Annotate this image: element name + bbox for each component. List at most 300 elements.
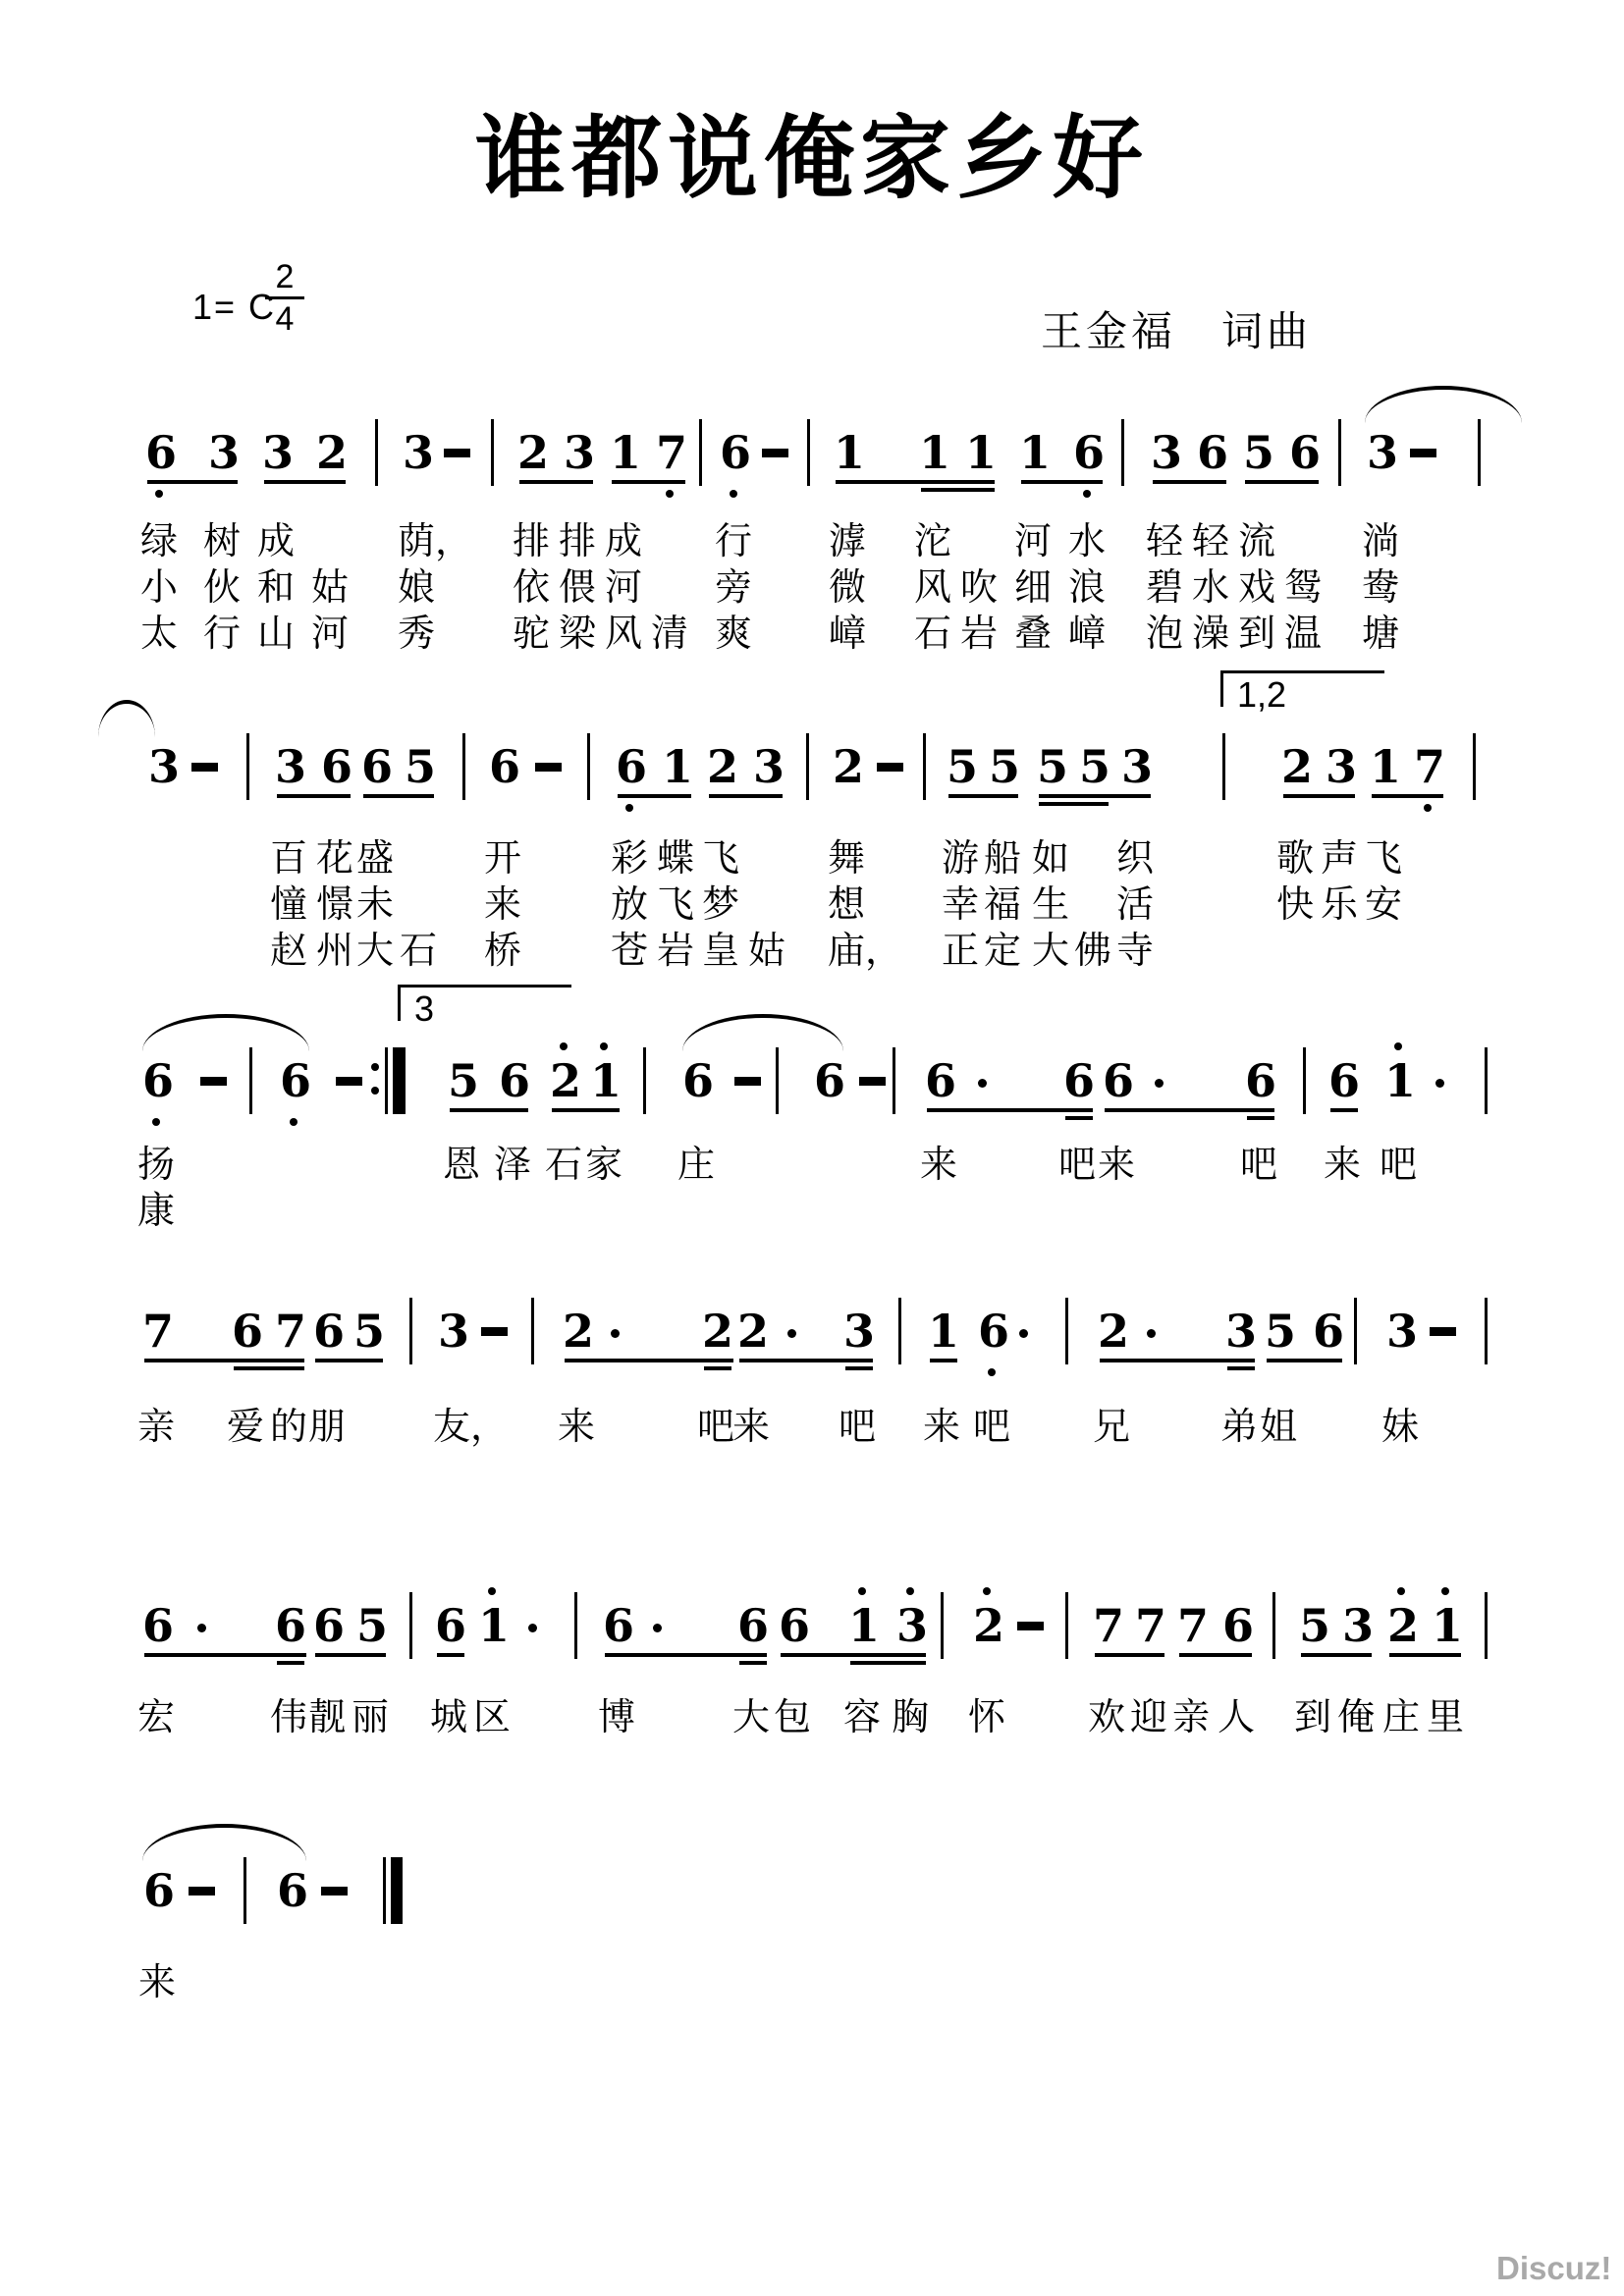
lyric-syllable: 包 <box>774 1695 812 1738</box>
note: 6 <box>682 1054 715 1107</box>
lyric-syllable: 庙， <box>828 929 903 972</box>
lyric-syllable: 俺 <box>1337 1695 1376 1738</box>
duration-dash <box>321 1887 348 1896</box>
lyric-syllable: 寺 <box>1116 929 1155 972</box>
lyric-syllable: 石 <box>914 612 952 655</box>
note: 5 <box>1079 740 1111 793</box>
note: 6 <box>275 1599 307 1652</box>
beam-underline <box>1247 1116 1274 1120</box>
lyric-syllable: 梁 <box>559 612 597 655</box>
lyric-syllable: 微 <box>829 565 867 609</box>
note: 7 <box>1414 741 1441 792</box>
lyric-syllable: 飞 <box>702 836 740 880</box>
lyric-syllable: 妹 <box>1381 1405 1420 1448</box>
lyric-syllable: 大 <box>732 1695 771 1738</box>
lyric-syllable: 到 <box>1294 1695 1332 1738</box>
barline <box>941 1592 944 1659</box>
duration-dash <box>200 1077 227 1086</box>
duration-dash <box>191 763 218 772</box>
duration-dash <box>444 449 470 457</box>
lyric-syllable: 的 <box>270 1405 308 1448</box>
note: 2 <box>1098 1305 1130 1358</box>
note: 3 <box>403 426 435 479</box>
lyric-syllable: 定 <box>984 929 1022 972</box>
lyric-syllable: 和 <box>257 565 296 609</box>
lyric-syllable: 欢 <box>1088 1695 1126 1738</box>
lyric-syllable: 水 <box>1068 519 1107 562</box>
lyric-syllable: 山 <box>257 612 296 655</box>
note: 5 <box>1299 1599 1331 1652</box>
augmentation-dot <box>528 1624 537 1632</box>
lyric-syllable: 梦 <box>702 882 740 926</box>
note: 1 <box>1370 740 1402 793</box>
note: 1 <box>590 1055 618 1106</box>
barline <box>409 1592 412 1659</box>
final-thin-bar <box>383 1857 386 1924</box>
lyric-syllable: 泡 <box>1146 612 1184 655</box>
octave-dot-below <box>988 1368 996 1376</box>
lyric-syllable: 太 <box>140 612 179 655</box>
augmentation-dot <box>197 1624 206 1632</box>
beam-underline <box>1245 480 1319 484</box>
note: 6 <box>1289 426 1322 479</box>
beam-underline <box>234 1366 304 1370</box>
octave-dot-below <box>666 490 674 498</box>
lyric-syllable: 游 <box>942 836 980 880</box>
time-signature <box>265 257 304 339</box>
lyric-syllable: 博 <box>598 1695 636 1738</box>
note: 3 <box>753 740 785 793</box>
note: 5 <box>989 740 1021 793</box>
lyric-syllable: 鸯 <box>1362 565 1400 609</box>
barline <box>1065 1298 1068 1364</box>
lyric-syllable: 荫， <box>398 519 473 562</box>
beam-underline <box>709 794 783 798</box>
barline <box>1478 419 1481 486</box>
beam-underline <box>921 488 995 492</box>
note: 6 <box>1222 1599 1255 1652</box>
lyric-syllable: 成 <box>605 519 643 562</box>
beam-underline <box>1100 1359 1255 1362</box>
lyric-syllable: 秀 <box>398 612 436 655</box>
note: 3 <box>896 1600 924 1651</box>
beam-underline <box>264 480 346 484</box>
note: 2 <box>1387 1600 1415 1651</box>
lyric-syllable: 正 <box>942 929 980 972</box>
lyric-syllable: 彩 <box>611 836 649 880</box>
lyric-syllable: 成 <box>257 519 296 562</box>
note: 6 <box>1063 1054 1096 1107</box>
beam-underline <box>1227 1366 1255 1370</box>
barline <box>244 1857 246 1924</box>
note: 5 <box>448 1054 480 1107</box>
lyric-syllable: 娘 <box>398 565 436 609</box>
barline <box>409 1298 412 1364</box>
note: 6 <box>145 427 173 478</box>
lyric-syllable: 来 <box>484 882 522 926</box>
beam-underline <box>450 1108 528 1112</box>
note: 5 <box>356 1599 389 1652</box>
octave-dot-above <box>600 1042 608 1050</box>
slur-tie-arc <box>142 1824 306 1861</box>
duration-dash <box>1410 449 1436 457</box>
note: 1 <box>919 426 951 479</box>
note: 7 <box>142 1305 175 1358</box>
barline <box>898 1298 901 1364</box>
lyric-syllable: 容 <box>843 1695 882 1738</box>
lyric-syllable: 想 <box>828 882 866 926</box>
barline <box>1272 1592 1275 1659</box>
lyric-syllable: 澡 <box>1192 612 1230 655</box>
augmentation-dot <box>1435 1079 1444 1088</box>
octave-dot-above <box>560 1042 568 1050</box>
time-signature-numerator: 2 <box>265 257 304 299</box>
octave-dot-above <box>1394 1042 1402 1050</box>
beam-underline <box>1095 1653 1164 1657</box>
lyric-syllable: 风 <box>914 565 952 609</box>
song-title: 谁都说俺家乡好 <box>474 105 1149 211</box>
duration-dash <box>734 1077 761 1086</box>
beam-underline <box>315 1359 383 1362</box>
note: 3 <box>1342 1599 1375 1652</box>
note: 6 <box>277 1864 309 1917</box>
beam-underline <box>1039 794 1151 798</box>
lyric-syllable: 来 <box>923 1405 961 1448</box>
repeat-dot <box>371 1087 379 1095</box>
lyric-syllable: 风 <box>605 612 643 655</box>
beam-underline <box>1267 1359 1342 1362</box>
note: 2 <box>707 740 739 793</box>
lyric-syllable: 吹 <box>960 565 999 609</box>
note: 3 <box>1386 1305 1419 1358</box>
barline <box>1303 1047 1306 1114</box>
lyric-syllable: 偎 <box>559 565 597 609</box>
lyric-syllable: 舞 <box>828 836 866 880</box>
note: 5 <box>353 1305 386 1358</box>
beam-underline <box>1021 480 1103 484</box>
note: 3 <box>262 426 295 479</box>
beam-underline <box>147 480 238 484</box>
slur-tie-arc <box>682 1014 843 1051</box>
lyric-syllable: 大 <box>1032 929 1070 972</box>
beam-underline <box>1179 1653 1252 1657</box>
lyric-syllable: 胸 <box>892 1695 930 1738</box>
octave-dot-above <box>1441 1587 1449 1595</box>
lyric-syllable: 来 <box>920 1143 958 1186</box>
barline <box>1485 1298 1488 1364</box>
lyric-syllable: 排 <box>513 519 551 562</box>
note: 6 <box>232 1305 264 1358</box>
lyric-syllable: 河 <box>605 565 643 609</box>
lyric-syllable: 船 <box>984 836 1022 880</box>
watermark-text: Discuz! <box>1496 2250 1612 2286</box>
duration-dash <box>189 1887 215 1896</box>
augmentation-dot <box>1155 1079 1164 1088</box>
lyric-syllable: 爱 <box>227 1405 265 1448</box>
time-signature-denominator: 4 <box>275 300 295 338</box>
note: 2 <box>833 740 865 793</box>
lyric-syllable: 河 <box>311 612 350 655</box>
lyric-syllable: 嶂 <box>1068 612 1107 655</box>
lyric-syllable: 行 <box>715 519 753 562</box>
lyric-syllable: 旁 <box>715 565 753 609</box>
lyric-syllable: 丽 <box>352 1695 390 1738</box>
lyric-syllable: 活 <box>1116 882 1155 926</box>
beam-underline <box>552 1108 620 1112</box>
beam-underline <box>315 1653 386 1657</box>
lyric-syllable: 来 <box>732 1405 771 1448</box>
beam-underline <box>618 794 691 798</box>
lyric-syllable: 朋 <box>308 1405 347 1448</box>
lyric-syllable: 放 <box>611 882 649 926</box>
lyric-syllable: 蝶 <box>657 836 695 880</box>
note: 6 <box>313 1305 346 1358</box>
beam-underline <box>1283 794 1355 798</box>
lyric-syllable: 吧 <box>839 1405 877 1448</box>
note: 6 <box>489 740 521 793</box>
lyric-syllable: 沱 <box>914 519 952 562</box>
note: 3 <box>1121 740 1154 793</box>
note: 3 <box>1151 426 1183 479</box>
lyric-syllable: 姐 <box>1260 1405 1298 1448</box>
lyric-syllable: 树 <box>203 519 242 562</box>
note: 5 <box>947 740 979 793</box>
lyric-syllable: 吧 <box>1380 1143 1418 1186</box>
volta-bracket: 3 <box>398 985 571 1021</box>
lyric-syllable: 开 <box>484 836 522 880</box>
beam-underline <box>1105 1108 1274 1112</box>
lyric-syllable: 淌 <box>1362 519 1400 562</box>
octave-dot-below <box>625 804 633 812</box>
final-thick-bar <box>391 1857 403 1924</box>
note: 6 <box>1073 427 1101 478</box>
duration-dash <box>762 449 788 457</box>
beam-underline <box>930 1359 957 1362</box>
lyric-syllable: 到 <box>1238 612 1276 655</box>
lyric-syllable: 花 <box>316 836 354 880</box>
lyric-syllable: 伟 <box>270 1695 308 1738</box>
slur-tie-arc <box>98 700 155 737</box>
lyric-syllable: 河 <box>1014 519 1053 562</box>
beam-underline <box>1039 802 1109 806</box>
beam-underline <box>519 480 593 484</box>
note: 3 <box>564 426 596 479</box>
lyric-syllable: 温 <box>1284 612 1323 655</box>
lyric-syllable: 未 <box>356 882 395 926</box>
barline <box>923 733 926 800</box>
duration-dash <box>1430 1327 1456 1336</box>
octave-dot-below <box>730 490 737 498</box>
lyric-syllable: 依 <box>513 565 551 609</box>
lyric-syllable: 兄 <box>1093 1405 1131 1448</box>
barline <box>1338 419 1341 486</box>
beam-underline <box>739 1359 873 1362</box>
lyric-syllable: 鸳 <box>1284 565 1323 609</box>
note: 3 <box>275 740 307 793</box>
note: 3 <box>148 740 181 793</box>
beam-underline <box>565 1359 733 1362</box>
note: 1 <box>1432 1600 1459 1651</box>
note: 6 <box>603 1599 635 1652</box>
lyric-syllable: 石 <box>545 1143 583 1186</box>
lyric-syllable: 盛 <box>356 836 395 880</box>
key-signature: 1= C <box>192 287 277 327</box>
octave-dot-below <box>152 1118 160 1126</box>
beam-underline <box>605 1653 767 1657</box>
lyric-syllable: 赵 <box>270 929 308 972</box>
lyric-syllable: 百 <box>270 836 308 880</box>
barline <box>893 1047 895 1114</box>
beam-underline <box>1153 480 1226 484</box>
barline <box>776 1047 779 1114</box>
note: 6 <box>925 1054 957 1107</box>
note: 3 <box>1225 1305 1258 1358</box>
note: 2 <box>550 1055 577 1106</box>
note: 1 <box>928 1305 960 1358</box>
note: 6 <box>814 1054 846 1107</box>
note: 6 <box>616 741 643 792</box>
octave-dot-above <box>488 1587 496 1595</box>
lyric-syllable: 姑 <box>311 565 350 609</box>
lyric-syllable: 里 <box>1427 1695 1465 1738</box>
duration-dash <box>535 763 562 772</box>
note: 6 <box>499 1054 531 1107</box>
lyric-syllable: 爽 <box>715 612 753 655</box>
barline <box>1222 733 1225 800</box>
barline <box>807 419 810 486</box>
duration-dash <box>859 1077 886 1086</box>
augmentation-dot <box>611 1329 620 1338</box>
note: 3 <box>1326 740 1358 793</box>
lyric-syllable: 水 <box>1192 565 1230 609</box>
barline <box>699 419 702 486</box>
lyric-syllable: 飞 <box>657 882 695 926</box>
beam-underline <box>437 1653 464 1657</box>
lyric-syllable: 人 <box>1218 1695 1256 1738</box>
barline <box>249 1047 252 1114</box>
lyric-syllable: 清 <box>651 612 689 655</box>
barline <box>806 733 809 800</box>
lyric-syllable: 生 <box>1032 882 1070 926</box>
lyric-syllable: 行 <box>203 612 242 655</box>
lyric-syllable: 宏 <box>137 1695 176 1738</box>
lyric-syllable: 歌 <box>1276 836 1315 880</box>
lyric-syllable: 康 <box>137 1189 176 1232</box>
note: 6 <box>1197 426 1229 479</box>
note: 7 <box>275 1305 307 1358</box>
barline <box>491 419 494 486</box>
note: 6 <box>1313 1305 1345 1358</box>
lyric-syllable: 飞 <box>1365 836 1403 880</box>
lyric-syllable: 佛 <box>1074 929 1112 972</box>
barline <box>587 733 590 800</box>
note: 6 <box>779 1599 811 1652</box>
beam-underline <box>850 1661 926 1665</box>
lyric-syllable: 岩 <box>960 612 999 655</box>
octave-dot-above <box>1397 1587 1405 1595</box>
lyric-syllable: 来 <box>558 1405 596 1448</box>
barline <box>574 1592 577 1659</box>
note: 6 <box>720 427 747 478</box>
augmentation-dot <box>787 1329 796 1338</box>
barline <box>462 733 465 800</box>
octave-dot-below <box>155 490 163 498</box>
lyric-syllable: 区 <box>473 1695 512 1738</box>
composer-credit: 王金福 词曲 <box>1041 307 1313 355</box>
note: 1 <box>1019 426 1052 479</box>
duration-dash <box>481 1327 508 1336</box>
beam-underline <box>781 1653 926 1657</box>
note: 2 <box>517 426 550 479</box>
lyric-syllable: 庄 <box>1382 1695 1421 1738</box>
note: 3 <box>438 1305 470 1358</box>
beam-underline <box>1372 794 1443 798</box>
lyric-syllable: 来 <box>1098 1143 1136 1186</box>
lyric-syllable: 叠 <box>1014 612 1053 655</box>
lyric-syllable: 小 <box>140 565 179 609</box>
lyric-syllable: 浪 <box>1068 565 1107 609</box>
lyric-syllable: 织 <box>1116 836 1155 880</box>
lyric-syllable: 轻 <box>1192 519 1230 562</box>
beam-underline <box>845 1366 873 1370</box>
lyric-syllable: 城 <box>430 1695 468 1738</box>
lyric-syllable: 吧 <box>697 1405 735 1448</box>
beam-underline <box>927 1108 1093 1112</box>
note: 6 <box>978 1306 1005 1357</box>
note: 5 <box>1037 740 1069 793</box>
note: 1 <box>965 426 998 479</box>
note: 2 <box>563 1305 595 1358</box>
barline <box>1354 1298 1357 1364</box>
lyric-syllable: 庄 <box>677 1143 716 1186</box>
note: 6 <box>142 1055 170 1106</box>
augmentation-dot <box>1147 1329 1156 1338</box>
note: 1 <box>478 1600 506 1651</box>
note: 2 <box>702 1305 734 1358</box>
lyric-syllable: 戏 <box>1238 565 1276 609</box>
augmentation-dot <box>653 1624 662 1632</box>
lyric-syllable: 吧 <box>1058 1143 1097 1186</box>
barline <box>246 733 249 800</box>
augmentation-dot <box>978 1079 987 1088</box>
lyric-syllable: 乐 <box>1321 882 1359 926</box>
lyric-syllable: 排 <box>559 519 597 562</box>
beam-underline <box>144 1359 304 1362</box>
note: 7 <box>1177 1599 1210 1652</box>
note: 5 <box>405 740 437 793</box>
note: 2 <box>737 1305 770 1358</box>
octave-dot-below <box>1424 804 1432 812</box>
repeat-thick-bar <box>393 1047 406 1114</box>
lyric-syllable: 吧 <box>1240 1143 1278 1186</box>
octave-dot-above <box>906 1587 914 1595</box>
lyric-syllable: 亲 <box>1172 1695 1211 1738</box>
lyric-syllable: 来 <box>1324 1143 1362 1186</box>
note: 6 <box>143 1864 176 1917</box>
lyric-syllable: 皇 <box>702 929 740 972</box>
beam-underline <box>1301 1653 1372 1657</box>
lyric-syllable: 友， <box>433 1405 509 1448</box>
note: 1 <box>834 426 866 479</box>
note: 6 <box>737 1599 770 1652</box>
lyric-syllable: 弟 <box>1220 1405 1259 1448</box>
barline <box>1065 1592 1068 1659</box>
lyric-syllable: 流 <box>1238 519 1276 562</box>
note: 2 <box>1281 740 1314 793</box>
note: 6 <box>1328 1054 1361 1107</box>
volta-bracket: 1,2 <box>1220 670 1384 707</box>
lyric-syllable: 轻 <box>1146 519 1184 562</box>
